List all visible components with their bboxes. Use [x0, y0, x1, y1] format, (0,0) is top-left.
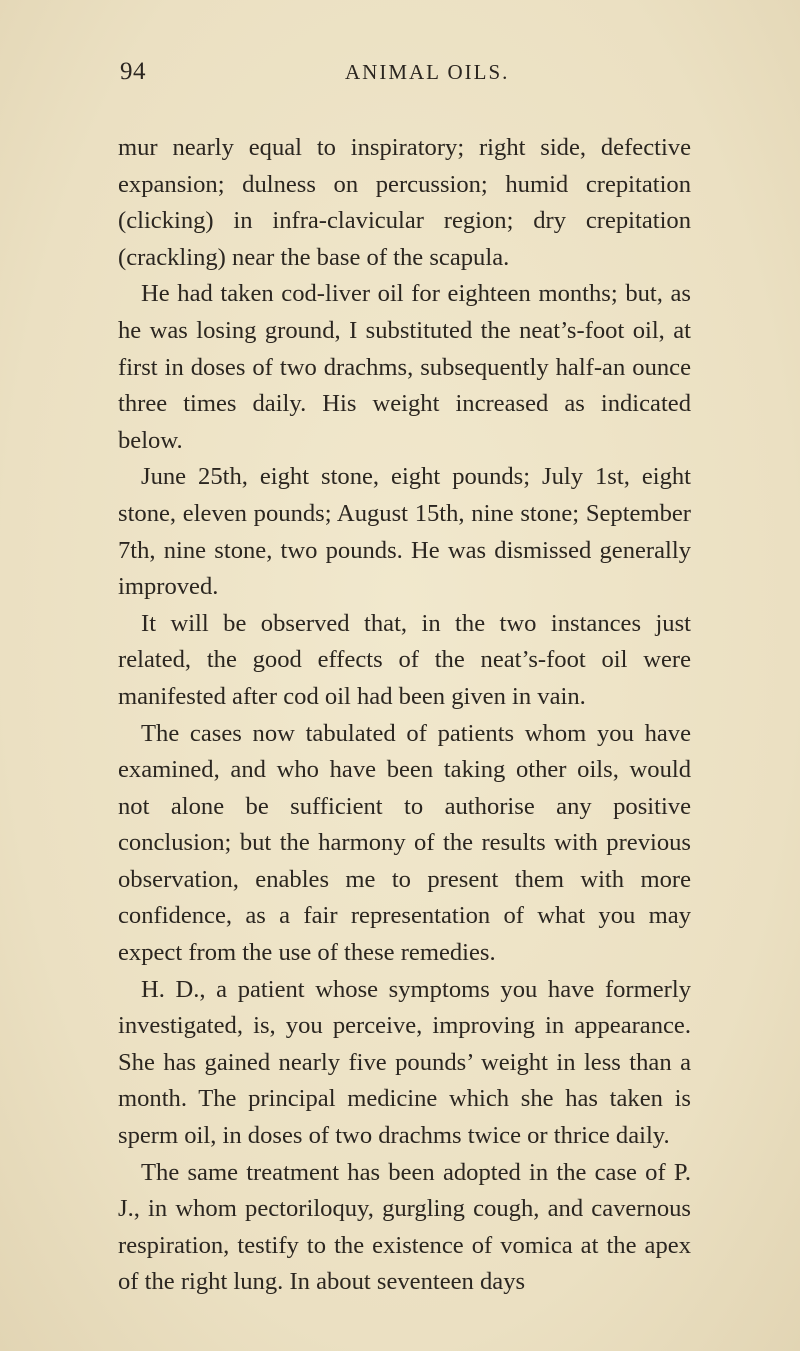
paragraph: June 25th, eight stone, eight pounds; July 1st, eight stone, eleven pounds; August 15th, nine stone; September 7th, nine stone, two pounds. He was dismissed generally improved. [118, 463, 691, 601]
paragraph: The same treatment has been adopted in the case of P. J., in whom pectoriloquy, gurgling cough, and cavernous respiration, testify to the existence of vomica at the apex of the right lung. In about seventeen days [118, 1158, 691, 1296]
paragraph: It will be observed that, in the two instances just related, the good effects of the neat’s-foot oil were manifested after cod oil had been given in vain. [118, 609, 691, 710]
paragraph: The cases now tabulated of patients whom you have examined, and who have been taking other oils, would not alone be sufficient to authorise any positive conclusion; but the harmony of the results with previous observation, enables me to present them with more confidence, as a fair representation of what you may expect from the use of these remedies. [118, 719, 691, 967]
body-text [118, 130, 691, 1301]
running-head: ANIMAL OILS. [345, 60, 510, 84]
paragraph: He had taken cod-liver oil for eighteen months; but, as he was losing ground, I substituted the neat’s-foot oil, at first in doses of two drachms, subsequently half-an ounce three times daily. His weight increased as indicated below. [118, 280, 691, 454]
page-header [120, 58, 690, 98]
paragraph: H. D., a patient whose symptoms you have formerly investigated, is, you perceive, improving in appearance. She has gained nearly five pounds’ weight in less than a month. The principal medicine which she has taken is sperm oil, in doses of two drachms twice or thrice daily. [118, 975, 691, 1150]
page-number: 94 [120, 58, 146, 85]
paragraph-continued: mur nearly equal to inspiratory; right side, defective expansion; dulness on percussion; humid crepitation (clicking) in infra-clavicular region; dry crepitation (crackling) near the base of the scapula. [118, 134, 691, 271]
